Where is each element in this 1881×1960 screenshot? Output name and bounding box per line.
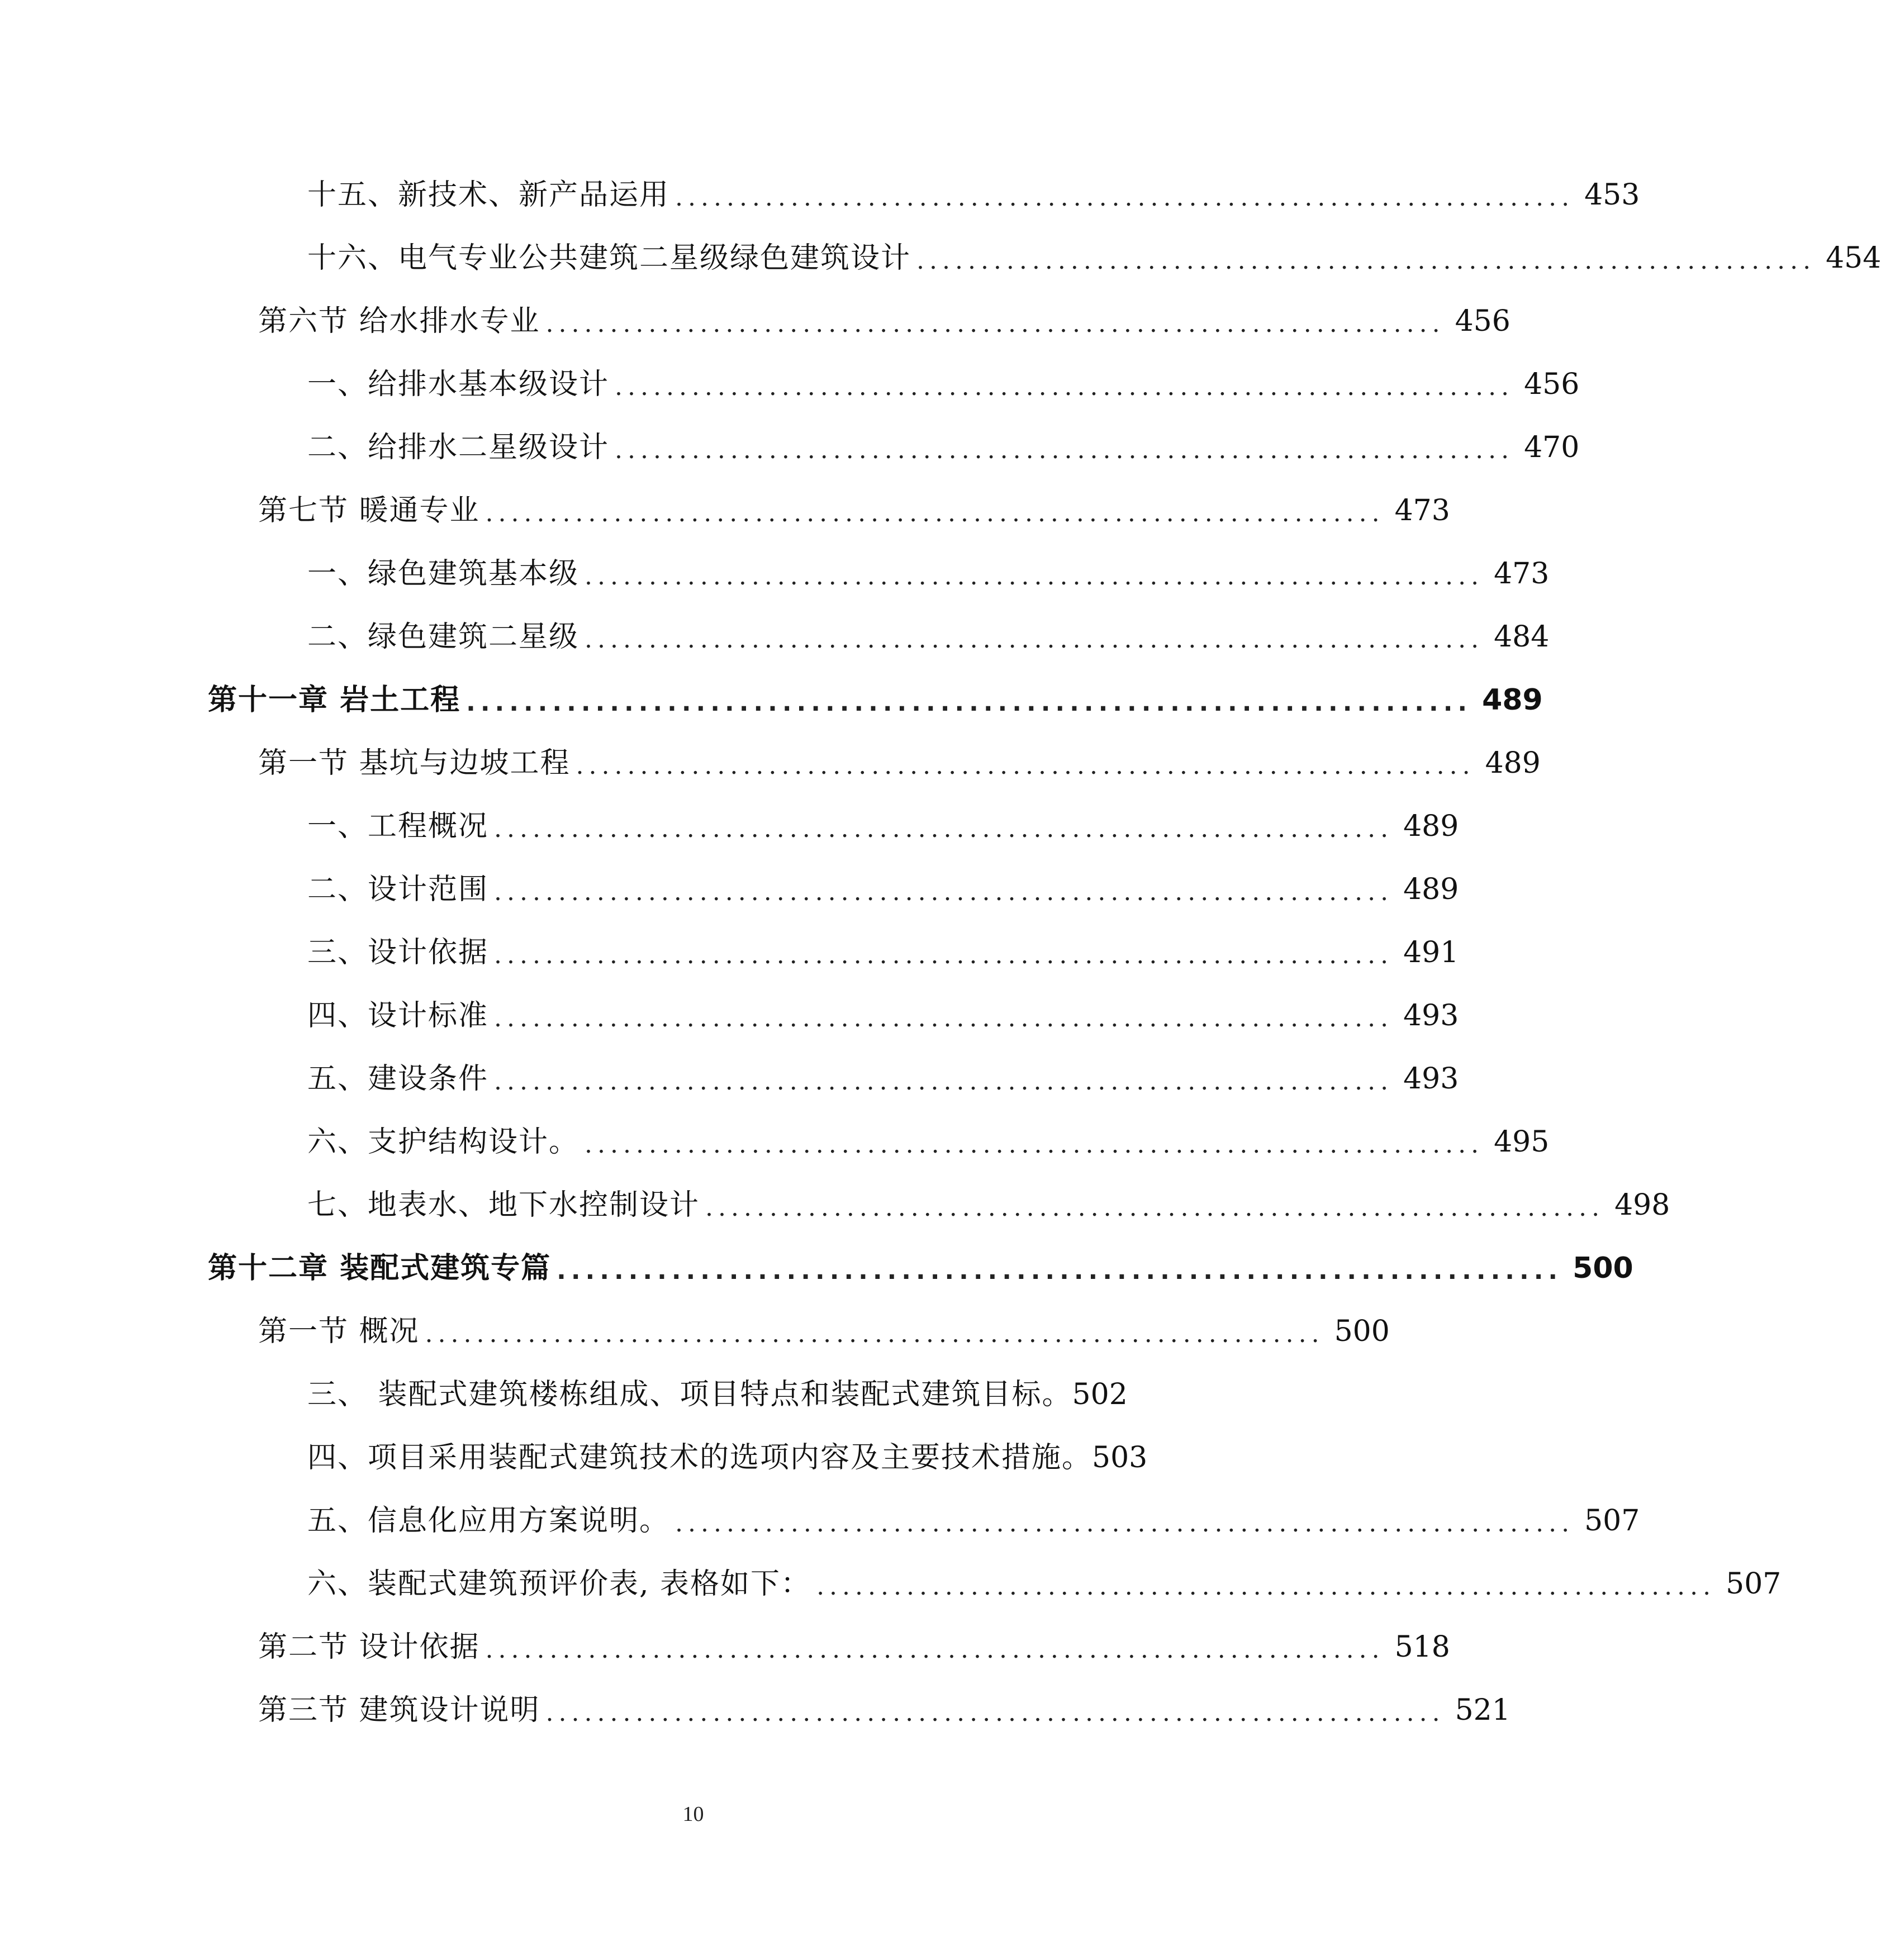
toc-entry-title: 四、设计标准 [307, 999, 489, 1033]
toc-entry[interactable] [307, 857, 1459, 907]
toc-entry-title: 五、建设条件 [307, 1062, 489, 1096]
toc-dot-leader: ...................................................................... [545, 1699, 1445, 1728]
toc-entry-title: 二、绿色建筑二星级 [307, 620, 580, 654]
toc-entry[interactable] [307, 541, 1550, 591]
toc-entry[interactable] [307, 1362, 1174, 1412]
toc-dot-leader: ...................................................................... [485, 1635, 1385, 1664]
toc-entry[interactable] [307, 1172, 1670, 1222]
toc-entry[interactable] [307, 225, 1881, 275]
toc-entry[interactable] [307, 162, 1640, 212]
toc-page-number: 453 [1584, 178, 1640, 212]
toc-dot-leader: ...................................................................... [585, 1130, 1484, 1159]
toc-dot-leader: ...................................................................... [494, 941, 1394, 970]
toc-chapter-entry[interactable] [208, 1235, 1633, 1286]
toc-page-number: 489 [1403, 810, 1459, 844]
toc-page-number: 502 [1072, 1378, 1128, 1412]
toc-entry-title: 第一节 基坑与边坡工程 [258, 746, 571, 781]
toc-entry-title: 二、设计范围 [307, 873, 489, 907]
toc-page-number: 473 [1394, 494, 1450, 528]
toc-entry-title: 第二节 设计依据 [258, 1630, 480, 1664]
toc-entry[interactable] [307, 793, 1459, 844]
toc-page-number: 489 [1482, 683, 1543, 717]
toc-page-number: 484 [1494, 620, 1550, 654]
toc-entry[interactable] [258, 730, 1541, 781]
toc-page-number: 493 [1403, 1062, 1459, 1096]
toc-dot-leader: ...................................................................... [585, 625, 1484, 654]
toc-dot-leader: ...................................................................... [675, 1509, 1575, 1538]
toc-entry[interactable] [258, 1298, 1390, 1349]
toc-page-number: 489 [1403, 873, 1459, 907]
toc-entry[interactable] [307, 920, 1459, 970]
toc-dot-leader: ...................................................................... [494, 815, 1394, 844]
toc-page-number: 454 [1826, 241, 1881, 275]
toc-dot-leader: ...................................................................... [615, 436, 1514, 465]
toc-entry[interactable] [307, 604, 1550, 654]
toc-page-number: 507 [1726, 1567, 1782, 1601]
toc-entry[interactable] [307, 1551, 1782, 1601]
toc-page-number: 503 [1092, 1441, 1148, 1475]
toc-page-number: 498 [1614, 1188, 1670, 1222]
page-footer-number: 10 [682, 1802, 704, 1826]
toc-dot-leader: ...................................................................... [466, 688, 1472, 717]
toc-entry[interactable] [258, 478, 1450, 528]
toc-page-number: 470 [1524, 431, 1580, 465]
toc-dot-leader: ...................................................................... [675, 183, 1575, 212]
toc-page-number: 495 [1494, 1125, 1550, 1159]
toc-entry-title: 一、给排水基本级设计 [307, 368, 610, 402]
toc-dot-leader: ...................................................................... [494, 878, 1394, 907]
toc-dot-leader: ...................................................................... [816, 1572, 1716, 1601]
toc-entry-title: 三、 装配式建筑楼栋组成、项目特点和装配式建筑目标。 [307, 1378, 1072, 1412]
toc-chapter-entry[interactable] [208, 667, 1543, 717]
toc-dot-leader: ...................................................................... [494, 1004, 1394, 1033]
toc-entry-title: 第一节 概况 [258, 1315, 420, 1349]
toc-dot-leader: ...................................................................... [494, 1067, 1394, 1096]
toc-page-number: 456 [1455, 305, 1510, 339]
toc-entry-title: 第七节 暖通专业 [258, 494, 480, 528]
toc-page-number: 500 [1334, 1315, 1390, 1349]
toc-page-number: 493 [1403, 999, 1459, 1033]
toc-page-number: 521 [1455, 1693, 1510, 1728]
toc-entry[interactable] [307, 351, 1580, 402]
toc-entry[interactable] [307, 1046, 1459, 1096]
toc-entry[interactable] [307, 415, 1580, 465]
toc-entry-title: 二、给排水二星级设计 [307, 431, 610, 465]
toc-entry[interactable] [258, 1677, 1510, 1728]
toc-dot-leader: ...................................................................... [425, 1320, 1324, 1349]
toc-entry-title: 一、工程概况 [307, 810, 489, 844]
toc-entry-title: 六、支护结构设计。 [307, 1125, 580, 1159]
toc-dot-leader: ...................................................................... [545, 310, 1445, 339]
toc-entry-title: 一、绿色建筑基本级 [307, 557, 580, 591]
toc-dot-leader: ...................................................................... [557, 1257, 1563, 1286]
toc-entry-title: 七、地表水、地下水控制设计 [307, 1188, 700, 1222]
toc-page-number: 489 [1485, 746, 1541, 781]
toc-entry-title: 六、装配式建筑预评价表, 表格如下： [307, 1567, 811, 1601]
toc-dot-leader: ...................................................................... [485, 499, 1385, 528]
toc-entry-title: 十六、电气专业公共建筑二星级绿色建筑设计 [307, 241, 911, 275]
toc-dot-leader: ...................................................................... [705, 1193, 1605, 1222]
toc-page-number: 518 [1394, 1630, 1450, 1664]
toc-dot-leader: ...................................................................... [576, 751, 1475, 781]
toc-entry[interactable] [307, 1109, 1550, 1159]
toc-entry[interactable] [258, 1614, 1450, 1664]
toc-entry-title: 第三节 建筑设计说明 [258, 1693, 540, 1728]
toc-entry-title: 四、项目采用装配式建筑技术的选项内容及主要技术措施。 [307, 1441, 1092, 1475]
toc-page-number: 473 [1494, 557, 1550, 591]
toc-entry-title: 十五、新技术、新产品运用 [307, 178, 670, 212]
toc-entry-title: 第十一章 岩土工程 [208, 683, 461, 717]
toc-entry[interactable] [307, 1488, 1640, 1538]
toc-entry-title: 三、设计依据 [307, 936, 489, 970]
toc-page-number: 500 [1573, 1252, 1633, 1286]
toc-dot-leader: ...................................................................... [585, 562, 1484, 591]
toc-entry-title: 五、信息化应用方案说明。 [307, 1504, 670, 1538]
toc-page-number: 456 [1524, 368, 1580, 402]
toc-entry[interactable] [258, 288, 1510, 339]
toc-dot-leader: ...................................................................... [615, 373, 1514, 402]
toc-entry-title: 第六节 给水排水专业 [258, 305, 540, 339]
toc-entry[interactable] [307, 1425, 1202, 1475]
toc-page-number: 491 [1403, 936, 1459, 970]
toc-entry-title: 第十二章 装配式建筑专篇 [208, 1252, 552, 1286]
toc-entry[interactable] [307, 983, 1459, 1033]
toc-page-number: 507 [1584, 1504, 1640, 1538]
toc-dot-leader: ...................................................................... [916, 246, 1816, 275]
